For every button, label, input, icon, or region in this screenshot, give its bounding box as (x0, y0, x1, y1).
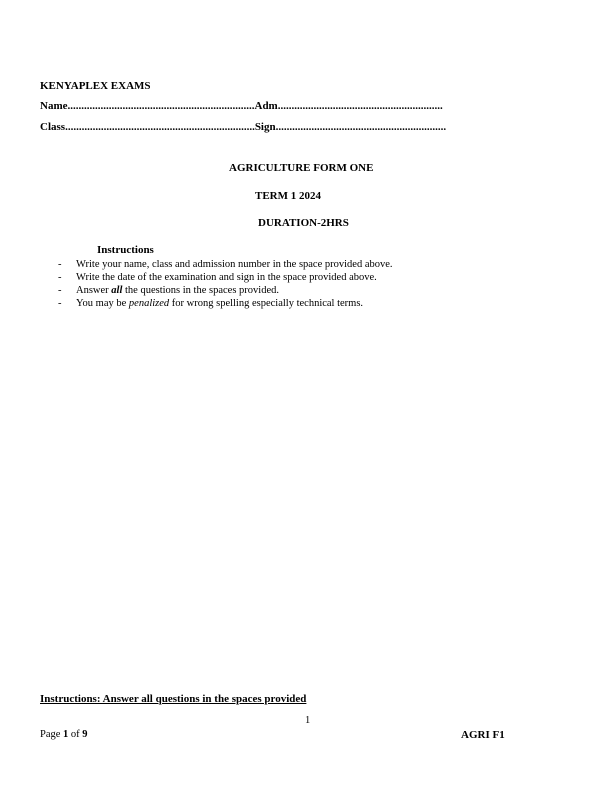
subject-title: AGRICULTURE FORM ONE (229, 162, 374, 174)
adm-dots: ............................................................ (277, 100, 443, 112)
instruction-item (58, 258, 393, 271)
class-label: Class (40, 121, 66, 133)
sign-label: Sign (254, 121, 276, 133)
duration-title: DURATION-2HRS (258, 217, 349, 229)
instruction-bullet: - (58, 298, 62, 309)
exam-code: AGRI F1 (461, 729, 505, 741)
page-counter (40, 729, 88, 740)
instructions-heading: Instructions (97, 244, 154, 256)
instruction-text-before: Answer (76, 285, 112, 296)
instruction-item (58, 297, 393, 310)
instruction-bullet: - (58, 272, 62, 283)
instructions-list (58, 258, 393, 310)
instruction-item (58, 271, 393, 284)
instruction-text-after: for wrong spelling especially technical terms. (169, 298, 364, 309)
instruction-text: Write the date of the examination and sign in the space provided above. (76, 272, 377, 283)
instruction-text-before: You may be (76, 298, 129, 309)
page-total: 9 (82, 729, 88, 740)
instruction-text: Write your name, class and admission number in the space provided above. (76, 259, 393, 270)
school-name: KENYAPLEX EXAMS (40, 80, 151, 92)
instruction-text-after: the questions in the spaces provided. (122, 285, 279, 296)
instruction-item (58, 284, 393, 297)
instruction-emphasis: all (111, 285, 123, 296)
bottom-instruction: Instructions: Answer all questions in the spaces provided (40, 693, 307, 705)
instruction-emphasis: penalized (128, 298, 170, 309)
page-prefix: Page (40, 729, 64, 740)
name-dots: .................................................................... (67, 100, 255, 112)
adm-label: Adm (254, 100, 278, 112)
center-page-number: 1 (305, 715, 311, 726)
term-title: TERM 1 2024 (255, 190, 321, 202)
instruction-bullet: - (58, 285, 62, 296)
class-line (40, 121, 446, 133)
page-of: of (68, 729, 83, 740)
sign-dots: .............................................................. (275, 121, 447, 133)
page-current: 1 (63, 729, 69, 740)
name-label: Name (40, 100, 68, 112)
name-line (40, 100, 443, 112)
class-dots: ..................................................................... (65, 121, 255, 133)
instruction-bullet: - (58, 259, 62, 270)
